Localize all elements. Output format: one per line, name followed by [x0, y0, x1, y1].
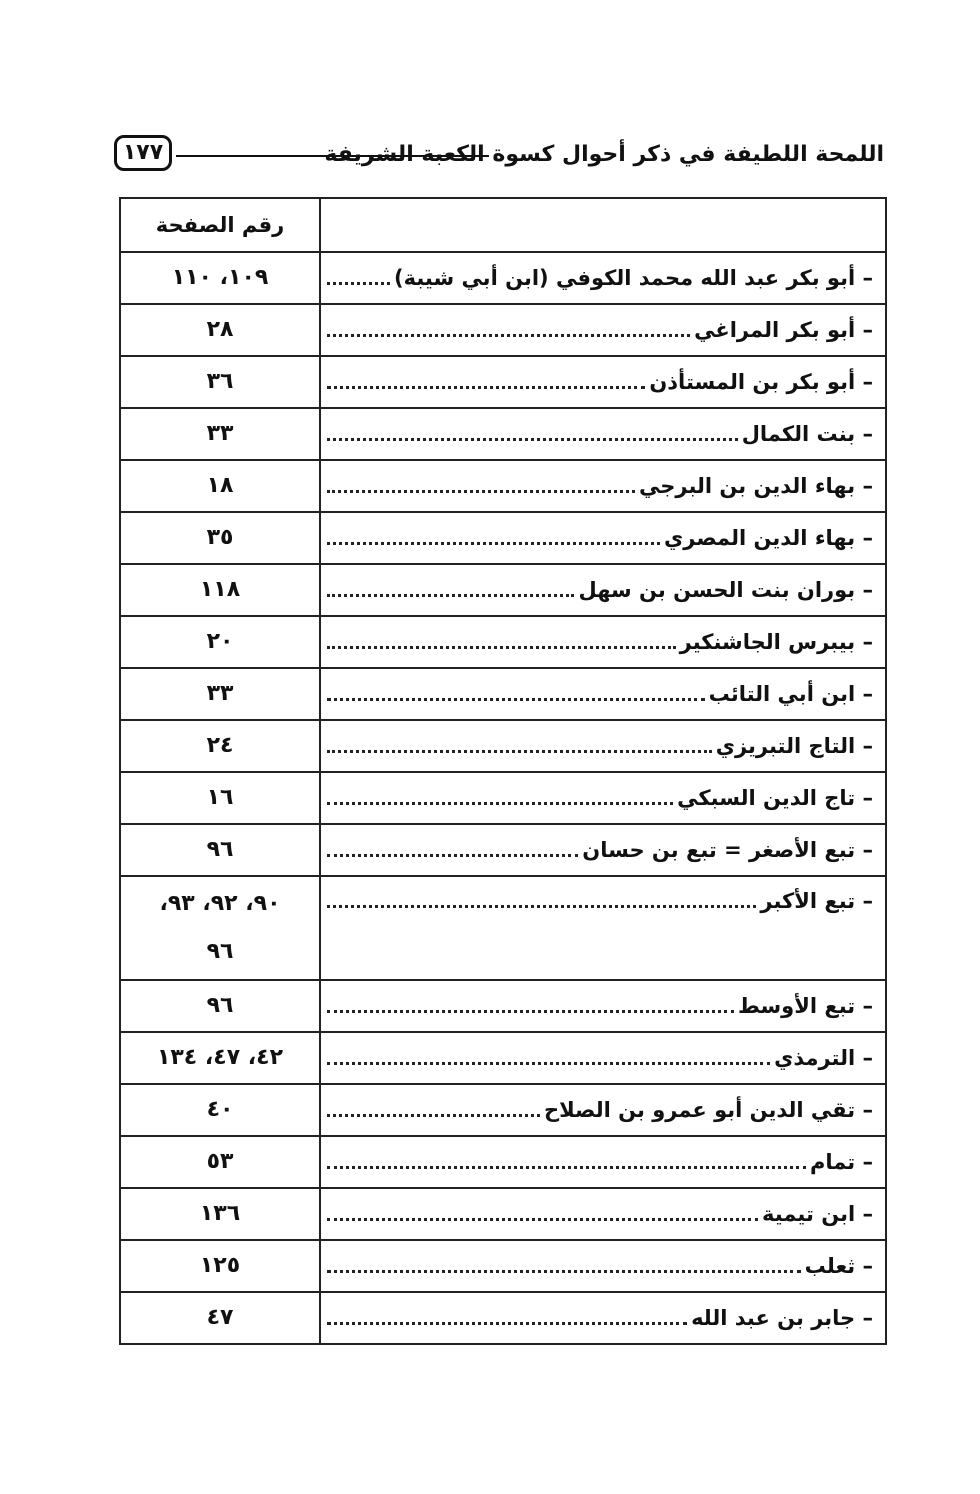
- leader-dots: [327, 905, 756, 908]
- leader-dots: [327, 1062, 770, 1065]
- entry-pages-cell: [120, 252, 320, 304]
- leader-dots: [327, 1010, 734, 1013]
- entry-name-cell: [320, 1084, 886, 1136]
- leader-dots: [327, 1114, 540, 1117]
- entry-pages: ١١٨: [199, 577, 241, 602]
- entry-name-cell: [320, 824, 886, 876]
- entry-pages: ٩٦: [206, 993, 234, 1018]
- entry-name: – جابر بن عبد الله: [691, 1306, 873, 1330]
- entry-pages: ٢٠: [206, 629, 234, 654]
- entry-pages-cell: [120, 1136, 320, 1188]
- table-body: [120, 252, 886, 1344]
- leader-dots: [327, 386, 645, 389]
- table-row: [120, 304, 886, 356]
- leader-dots: [327, 802, 673, 805]
- leader-dots: [327, 438, 738, 441]
- entry-name-cell: [320, 616, 886, 668]
- leader-dots: [327, 1270, 801, 1273]
- index-table: [119, 197, 887, 1345]
- name-column-header: [320, 198, 886, 252]
- entry-pages: ١٦: [206, 785, 234, 810]
- entry-name: – بنت الكمال: [741, 422, 873, 446]
- table-row: [120, 460, 886, 512]
- leader-dots: [327, 334, 690, 337]
- entry-name: – تمام: [809, 1150, 873, 1174]
- entry-pages-continued: ٩٦: [206, 939, 234, 964]
- entry-pages: ٣٣: [206, 421, 234, 446]
- entry-name-cell: [320, 1240, 886, 1292]
- table-row: [120, 1240, 886, 1292]
- entry-pages: ٢٨: [206, 317, 234, 342]
- table-row: [120, 668, 886, 720]
- entry-name: – ابن تيمية: [762, 1202, 873, 1226]
- entry-pages: ١٨: [206, 473, 234, 498]
- entry-name: – ابن أبي التائب: [708, 682, 873, 706]
- entry-name: – تبع الأوسط: [738, 994, 873, 1018]
- entry-pages-cell: [120, 512, 320, 564]
- entry-pages: ٤٧: [206, 1305, 234, 1330]
- entry-pages-cell: [120, 356, 320, 408]
- entry-name: – بيبرس الجاشنكير: [679, 630, 873, 654]
- leader-dots: [327, 282, 390, 285]
- entry-name-cell: [320, 668, 886, 720]
- entry-pages: ٤٠: [206, 1097, 234, 1122]
- entry-pages-cell: [120, 720, 320, 772]
- entry-name: – تقي الدين أبو عمرو بن الصلاح: [543, 1098, 873, 1122]
- entry-name-cell: [320, 356, 886, 408]
- table-row: [120, 356, 886, 408]
- entry-name-cell: [320, 1032, 886, 1084]
- entry-name: – تاج الدين السبكي: [677, 786, 873, 810]
- entry-name-cell: [320, 460, 886, 512]
- table-row: [120, 720, 886, 772]
- page-number: ١٧٧: [114, 135, 172, 171]
- entry-pages: ٣٥: [206, 525, 234, 550]
- entry-pages-cell: [120, 1032, 320, 1084]
- entry-pages: ٥٣: [206, 1149, 234, 1174]
- entry-name-cell: [320, 720, 886, 772]
- leader-dots: [327, 594, 574, 597]
- entry-name: – أبو بكر المراغي: [694, 318, 873, 342]
- table-row: [120, 512, 886, 564]
- entry-pages-cell: [120, 564, 320, 616]
- leader-dots: [327, 1322, 687, 1325]
- book-title: اللمحة اللطيفة في ذكر أحوال كسوة الكعبة الشريفة: [324, 142, 884, 167]
- entry-pages-cell: [120, 772, 320, 824]
- entry-pages-cell: [120, 1292, 320, 1344]
- entry-name-cell: [320, 1292, 886, 1344]
- entry-name-cell: [320, 408, 886, 460]
- entry-pages: ١٣٦: [199, 1201, 241, 1226]
- table-header-row: [120, 198, 886, 252]
- entry-pages-cell: [120, 1240, 320, 1292]
- table-row: [120, 980, 886, 1032]
- entry-name-cell: [320, 980, 886, 1032]
- entry-pages-cell: [120, 1084, 320, 1136]
- leader-dots: [327, 1218, 758, 1221]
- leader-dots: [327, 1166, 806, 1169]
- table-row: [120, 1136, 886, 1188]
- entry-name: – بهاء الدين بن البرجي: [639, 474, 873, 498]
- entry-name-cell: [320, 772, 886, 824]
- entry-name: – الترمذي: [774, 1046, 873, 1070]
- table-row: [120, 1084, 886, 1136]
- entry-name: – تبع الأصغر = تبع بن حسان: [582, 838, 873, 862]
- table-row: [120, 1292, 886, 1344]
- page-column-header: رقم الصفحة: [120, 198, 320, 252]
- entry-name: – ثعلب: [804, 1254, 873, 1278]
- entry-pages: ٢٤: [206, 733, 234, 758]
- entry-pages: ٩٦: [206, 837, 234, 862]
- entry-pages-cell: [120, 668, 320, 720]
- table-row: [120, 616, 886, 668]
- entry-name: – بوران بنت الحسن بن سهل: [578, 578, 873, 602]
- entry-pages: ١٢٥: [199, 1253, 241, 1278]
- entry-pages-cell: [120, 460, 320, 512]
- entry-name: – تبع الأكبر: [760, 889, 873, 913]
- entry-pages: ٤٢، ٤٧، ١٣٤: [156, 1045, 284, 1070]
- leader-dots: [327, 750, 712, 753]
- table-row: [120, 772, 886, 824]
- page-header: [114, 132, 884, 178]
- entry-pages-cell: [120, 980, 320, 1032]
- entry-name-cell: [320, 1136, 886, 1188]
- entry-name-cell: [320, 304, 886, 356]
- table-row: [120, 564, 886, 616]
- entry-pages: ٣٣: [206, 681, 234, 706]
- entry-pages: ٩٠، ٩٢، ٩٣،: [159, 891, 281, 916]
- entry-pages-cell: [120, 824, 320, 876]
- entry-pages-cell: [120, 1188, 320, 1240]
- entry-name-cell: [320, 512, 886, 564]
- entry-pages: ١٠٩، ١١٠: [171, 265, 269, 290]
- entry-name-cell: [320, 252, 886, 304]
- table-row: [120, 876, 886, 980]
- entry-name: – بهاء الدين المصري: [664, 526, 873, 550]
- table-row: [120, 252, 886, 304]
- entry-name-cell: [320, 564, 886, 616]
- entry-pages-cell: [120, 304, 320, 356]
- header-rule: [176, 155, 489, 157]
- table-row: [120, 1188, 886, 1240]
- entry-name-cell: [320, 876, 886, 980]
- leader-dots: [327, 698, 705, 701]
- entry-name: – التاج التبريزي: [715, 734, 873, 758]
- leader-dots: [327, 854, 578, 857]
- entry-name: – أبو بكر بن المستأذن: [649, 370, 873, 394]
- entry-pages: ٣٦: [206, 369, 234, 394]
- leader-dots: [327, 490, 635, 493]
- entry-pages-cell: [120, 876, 320, 980]
- table-row: [120, 408, 886, 460]
- leader-dots: [327, 542, 660, 545]
- table-row: [120, 1032, 886, 1084]
- entry-pages-cell: [120, 408, 320, 460]
- entry-name: – أبو بكر عبد الله محمد الكوفي (ابن أبي شيبة): [394, 266, 873, 290]
- leader-dots: [327, 646, 676, 649]
- table-row: [120, 824, 886, 876]
- entry-name-cell: [320, 1188, 886, 1240]
- entry-pages-cell: [120, 616, 320, 668]
